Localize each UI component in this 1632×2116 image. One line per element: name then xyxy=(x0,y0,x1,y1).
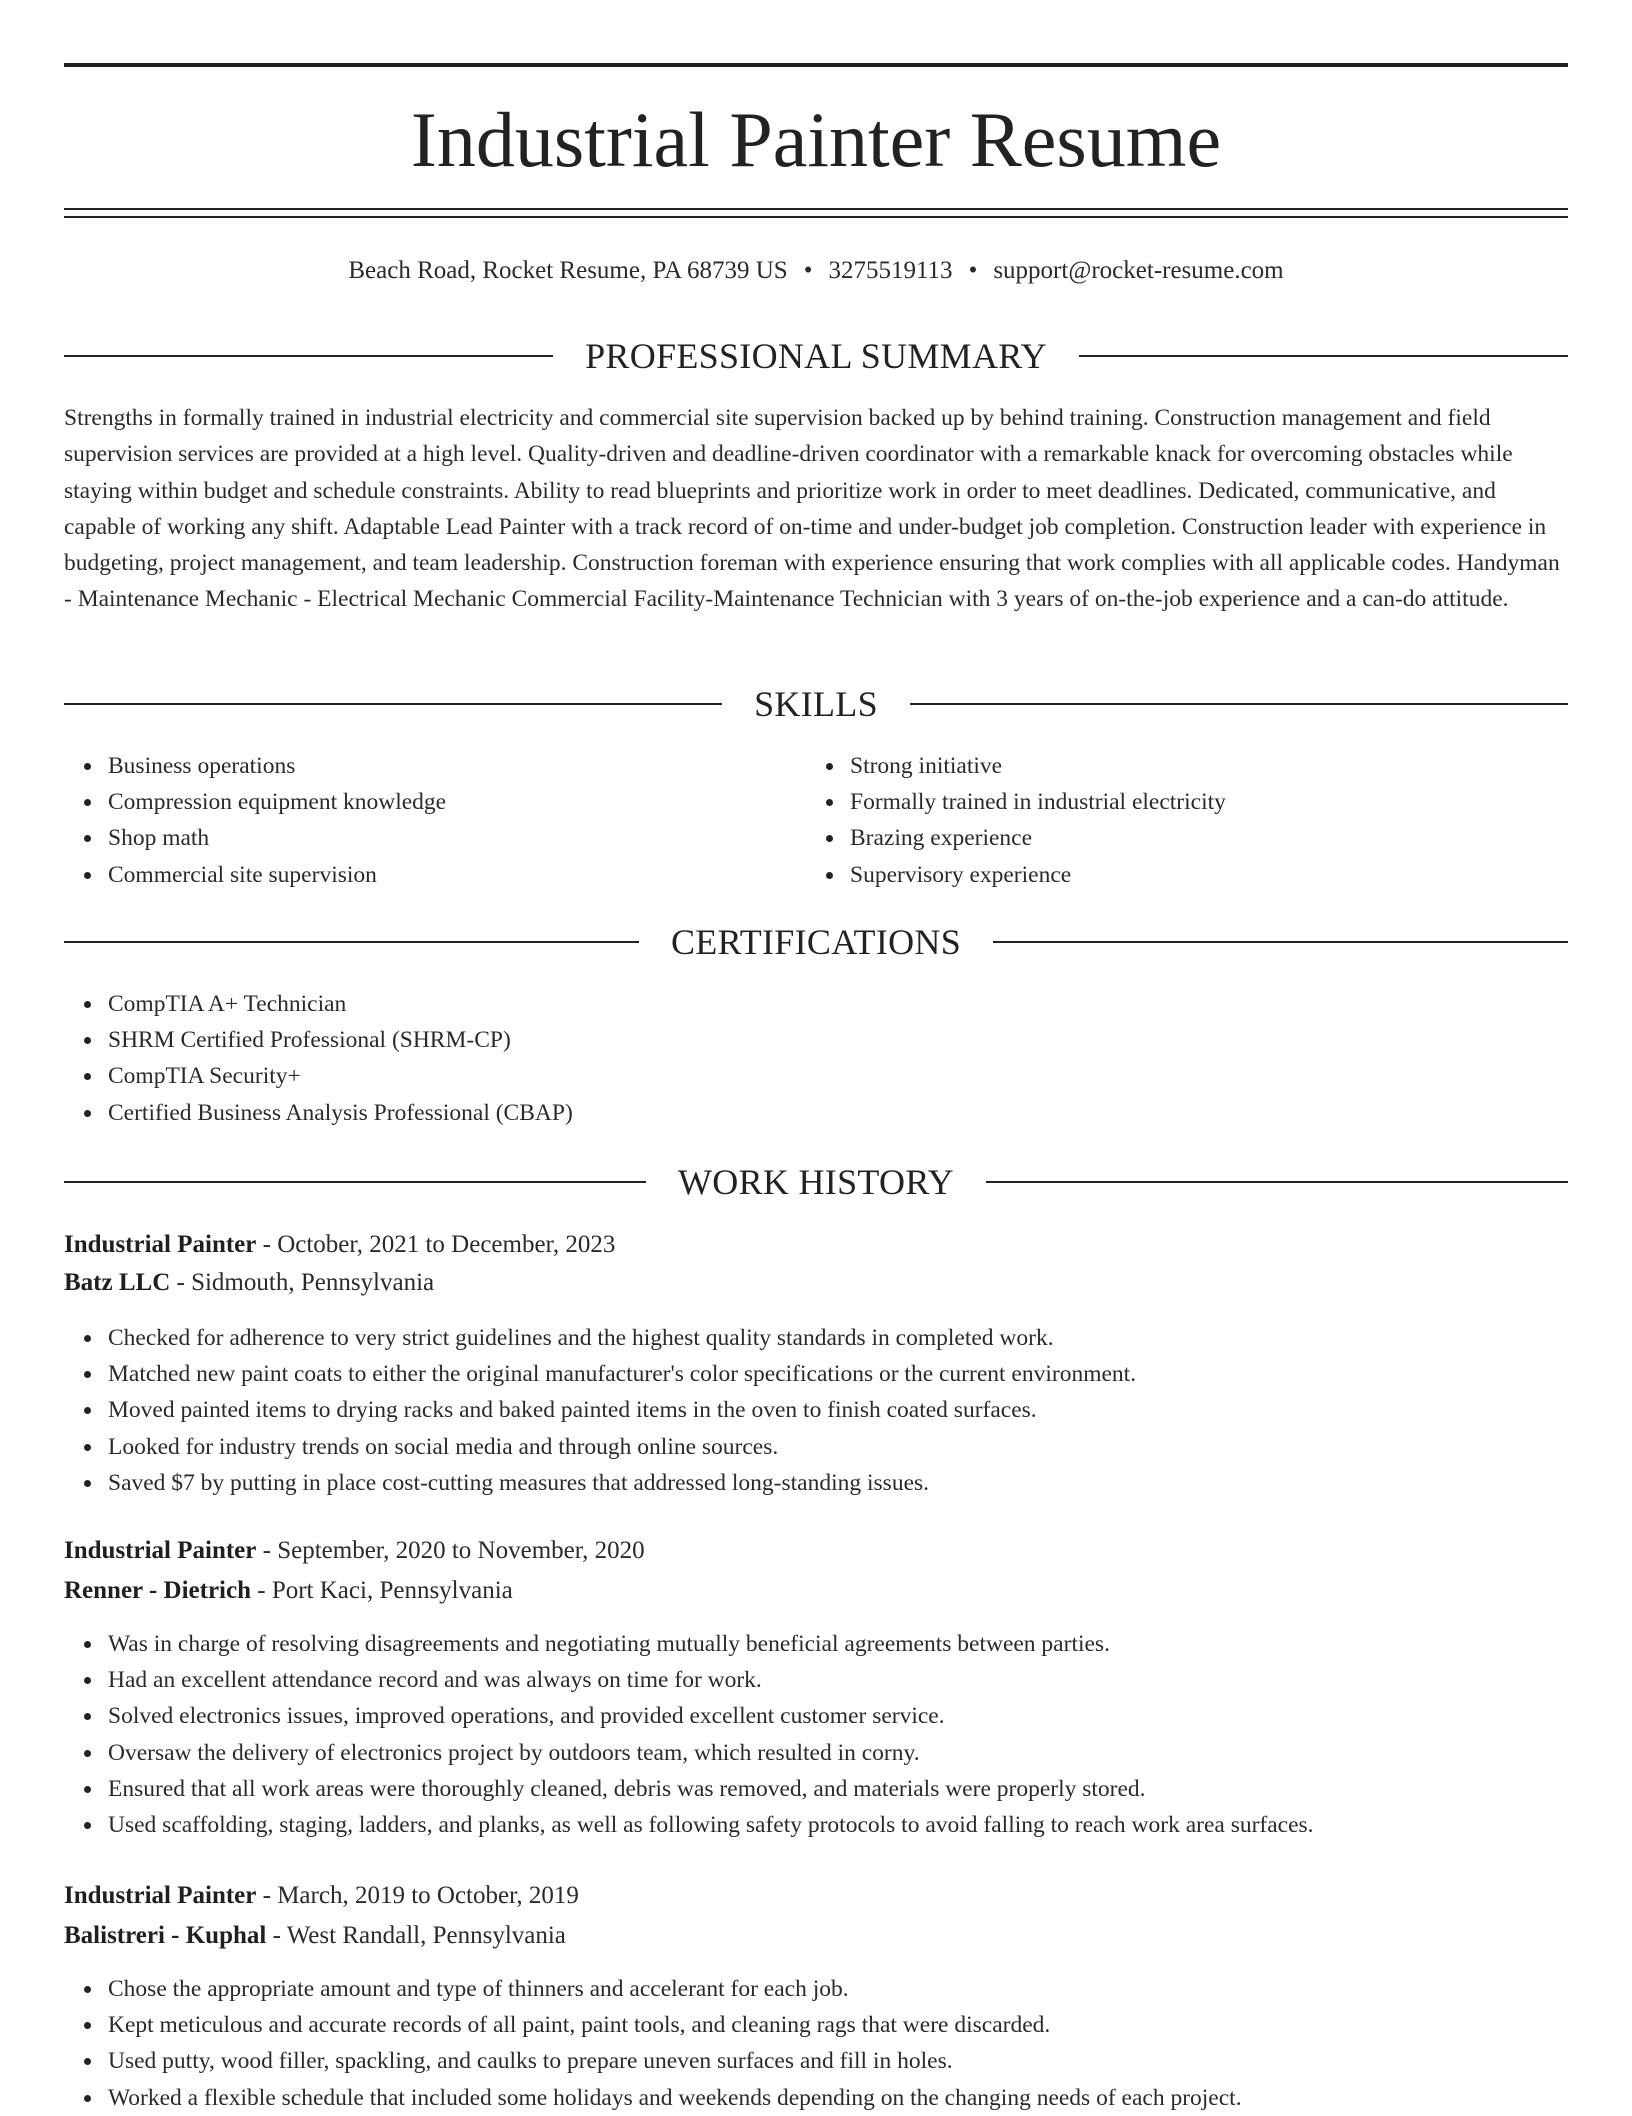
list-item: Looked for industry trends on social media and through online sources. xyxy=(108,1429,1136,1465)
job-dates: - March, 2019 to October, 2019 xyxy=(256,1882,579,1909)
list-item: Chose the appropriate amount and type of thinners and accelerant for each job. xyxy=(108,1971,1242,2007)
header-top-rule xyxy=(64,63,1568,67)
header-rule-lower xyxy=(64,216,1568,218)
list-item: Checked for adherence to very strict guidelines and the highest quality standards in completed work. xyxy=(108,1320,1136,1356)
job-title-line xyxy=(64,1533,1568,1569)
job-company: Renner - Dietrich xyxy=(64,1577,251,1604)
job-dates: - October, 2021 to December, 2023 xyxy=(256,1231,616,1258)
job-bullets xyxy=(64,1971,1242,2116)
section-heading-work-history xyxy=(64,1160,1568,1204)
list-item: Worked a flexible schedule that included some holidays and weekends depending on the changing needs of each project. xyxy=(108,2080,1242,2116)
job-company-line xyxy=(64,1918,1568,1954)
list-item: Supervisory experience xyxy=(850,857,1226,893)
job-title: Industrial Painter xyxy=(64,1231,257,1258)
section-heading-certifications xyxy=(64,920,1568,964)
list-item: SHRM Certified Professional (SHRM-CP) xyxy=(108,1022,573,1058)
job-location: - Sidmouth, Pennsylvania xyxy=(170,1269,435,1296)
job-title: Industrial Painter xyxy=(64,1537,257,1564)
heading-rule-right xyxy=(1079,355,1568,357)
list-item: Commercial site supervision xyxy=(108,857,446,893)
list-item: Compression equipment knowledge xyxy=(108,784,446,820)
heading-rule-left xyxy=(64,941,639,943)
job-location: - West Randall, Pennsylvania xyxy=(266,1922,566,1949)
contact-separator: • xyxy=(803,257,813,284)
list-item: Strong initiative xyxy=(850,748,1226,784)
heading-rule-right xyxy=(910,703,1568,705)
job-bullets xyxy=(64,1626,1314,1843)
job-title-line xyxy=(64,1878,1568,1914)
list-item: Oversaw the delivery of electronics project by outdoors team, which resulted in corny. xyxy=(108,1735,1314,1771)
list-item: Matched new paint coats to either the original manufacturer's color specifications or the current environment. xyxy=(108,1356,1136,1392)
certifications-list xyxy=(64,986,573,1131)
section-title: WORK HISTORY xyxy=(678,1162,954,1202)
list-item: Brazing experience xyxy=(850,820,1226,856)
list-item: CompTIA A+ Technician xyxy=(108,986,573,1022)
section-heading-skills xyxy=(64,682,1568,726)
list-item: Ensured that all work areas were thoroughly cleaned, debris was removed, and materials were properly stored. xyxy=(108,1771,1314,1807)
contact-phone: 3275519113 xyxy=(828,257,953,284)
list-item: Saved $7 by putting in place cost-cutting measures that addressed long-standing issues. xyxy=(108,1465,1136,1501)
heading-rule-left xyxy=(64,703,722,705)
contact-separator: • xyxy=(968,257,978,284)
heading-rule-left xyxy=(64,355,553,357)
job-company: Balistreri - Kuphal xyxy=(64,1922,267,1949)
contact-address: Beach Road, Rocket Resume, PA 68739 US xyxy=(348,257,788,284)
list-item: CompTIA Security+ xyxy=(108,1058,573,1094)
job-company: Batz LLC xyxy=(64,1269,171,1296)
contact-email: support@rocket-resume.com xyxy=(993,257,1284,284)
list-item: Shop math xyxy=(108,820,446,856)
contact-line xyxy=(64,254,1568,288)
section-title: CERTIFICATIONS xyxy=(670,922,962,962)
job-title: Industrial Painter xyxy=(64,1882,257,1909)
section-title: PROFESSIONAL SUMMARY xyxy=(585,336,1047,376)
list-item: Kept meticulous and accurate records of all paint, paint tools, and cleaning rags that were discarded. xyxy=(108,2007,1242,2043)
skills-list-left xyxy=(64,748,446,893)
header-rule-upper xyxy=(64,208,1568,210)
list-item: Formally trained in industrial electricity xyxy=(850,784,1226,820)
section-title: SKILLS xyxy=(754,684,878,724)
list-item: Was in charge of resolving disagreements and negotiating mutually beneficial agreements between parties. xyxy=(108,1626,1314,1662)
list-item: Business operations xyxy=(108,748,446,784)
section-heading-summary xyxy=(64,334,1568,378)
list-item: Used scaffolding, staging, ladders, and planks, as well as following safety protocols to avoid falling to reach work area surfaces. xyxy=(108,1807,1314,1843)
job-bullets xyxy=(64,1320,1136,1501)
heading-rule-left xyxy=(64,1181,646,1183)
summary-text: Strengths in formally trained in industrial electricity and commercial site supervision backed up by behind training. Construction management and field supervision services are provided at a high level. Quality-driven and deadline-driven coordinator with a remarkable knack for overcoming obstacles while staying within budget and schedule constraints. Ability to read blueprints and prioritize work in order to meet deadlines. Dedicated, communicative, and capable of working any shift. Adaptable Lead Painter with a track record of on-time and under-budget job completion. Construction leader with experience in budgeting, project management, and team leadership. Construction foreman with experience ensuring that work complies with all applicable codes. Handyman - Maintenance Mechanic - Electrical Mechanic Commercial Facility-Maintenance Technician with 3 years of on-the-job experience and a can-do attitude. xyxy=(64,405,1560,613)
heading-rule-right xyxy=(986,1181,1568,1183)
job-dates: - September, 2020 to November, 2020 xyxy=(256,1537,645,1564)
list-item: Moved painted items to drying racks and baked painted items in the oven to finish coated surfaces. xyxy=(108,1392,1136,1428)
list-item: Had an excellent attendance record and was always on time for work. xyxy=(108,1662,1314,1698)
skills-list-right xyxy=(806,748,1226,893)
list-item: Used putty, wood filler, spackling, and caulks to prepare uneven surfaces and fill in holes. xyxy=(108,2043,1242,2079)
list-item: Certified Business Analysis Professional (CBAP) xyxy=(108,1095,573,1131)
list-item: Solved electronics issues, improved operations, and provided excellent customer service. xyxy=(108,1698,1314,1734)
job-company-line xyxy=(64,1265,1568,1301)
resume-title: Industrial Painter Resume xyxy=(410,96,1222,183)
heading-rule-right xyxy=(993,941,1568,943)
job-company-line xyxy=(64,1573,1568,1609)
job-title-line xyxy=(64,1227,1568,1263)
job-location: - Port Kaci, Pennsylvania xyxy=(251,1577,513,1604)
